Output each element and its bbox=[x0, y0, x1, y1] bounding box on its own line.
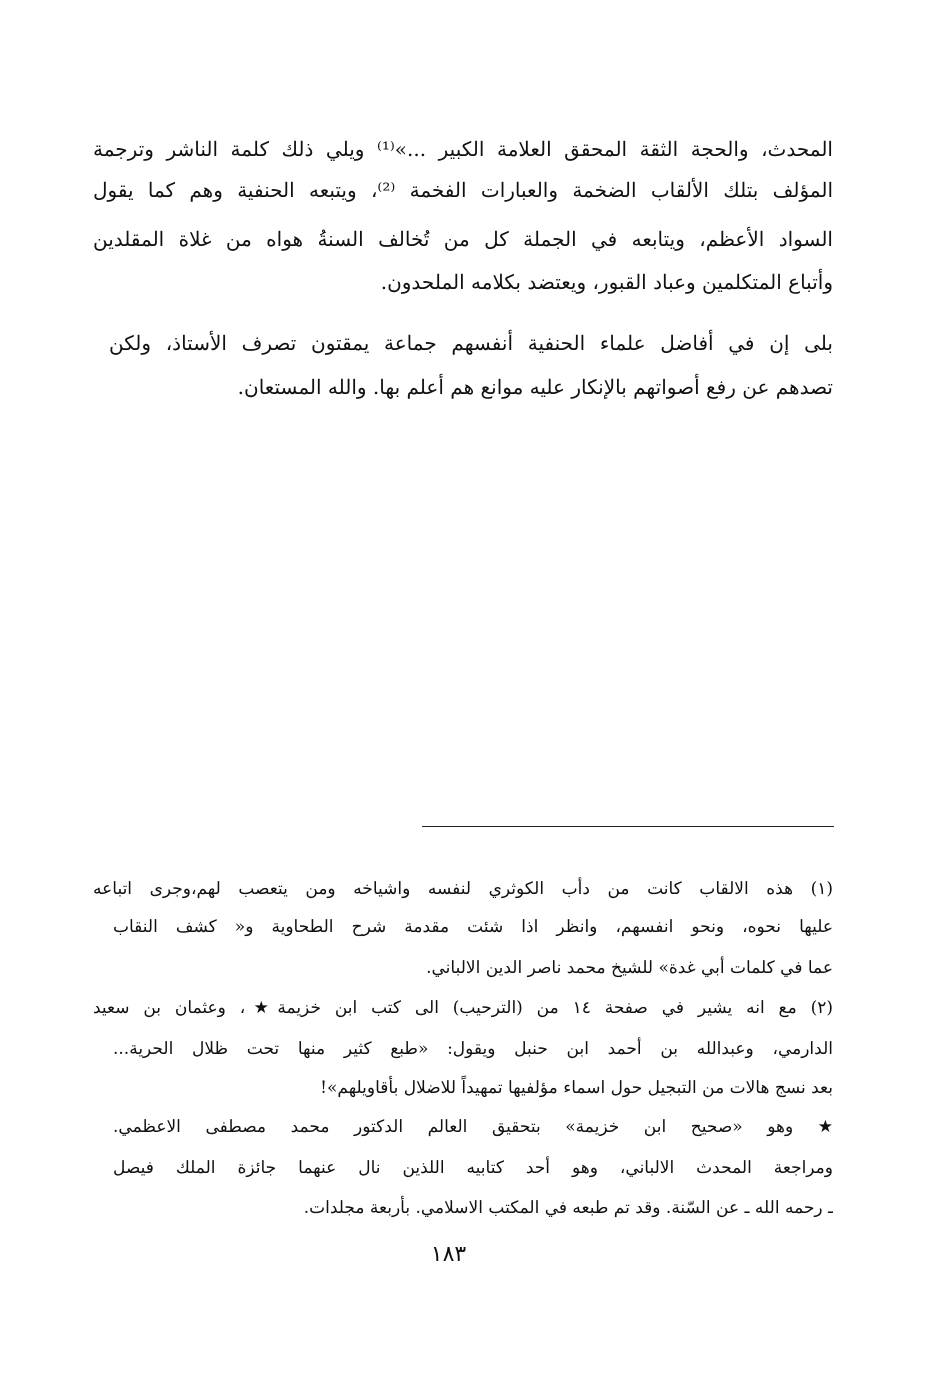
footnote-separator bbox=[422, 826, 834, 827]
footnote-2-line-2: الدارمي، وعبدالله بن أحمد ابن حنبل ويقول: «طبع كثير منها تحت ظلال الحرية... bbox=[113, 1039, 833, 1059]
footnote-2-line-3: بعد نسج هالات من التبجيل حول اسماء مؤلفيها تمهيداً للاضلال بأقاويلهم»! bbox=[320, 1078, 833, 1098]
footnote-2-line-5: ومراجعة المحدث الالباني، وهو أحد كتابيه اللذين نال عنهما جائزة الملك فيصل bbox=[113, 1158, 833, 1178]
paragraph-1-line-1: المحدث، والحجة الثقة المحقق العلامة الكبير ...»⁽¹⁾ ويلي ذلك كلمة الناشر وترجمة bbox=[93, 137, 833, 161]
page-number: ١٨٣ bbox=[430, 1242, 467, 1267]
footnote-2-line-1: (٢) مع انه يشير في صفحة ١٤ من (الترحيب) الى كتب ابن خزيمة★، وعثمان بن سعيد bbox=[93, 998, 833, 1018]
footnote-1-line-2: عليها نحوه، ونحو انفسهم، وانظر اذا شئت مقدمة شرح الطحاوية و« كشف النقاب bbox=[113, 917, 833, 937]
paragraph-2-line-2: تصدهم عن رفع أصواتهم بالإنكار عليه موانع هم أعلم بها. والله المستعان. bbox=[237, 375, 833, 399]
paragraph-1-line-2: المؤلف بتلك الألقاب الضخمة والعبارات الفخمة ⁽²⁾، ويتبعه الحنفية وهم كما يقول bbox=[93, 178, 833, 202]
paragraph-1-line-3: السواد الأعظم، ويتابعه في الجملة كل من تُخالف السنةُ هواه من غلاة المقلدين bbox=[93, 227, 833, 251]
footnote-1-line-3: عما في كلمات أبي غدة» للشيخ محمد ناصر الدين الالباني. bbox=[426, 958, 833, 978]
footnote-2-line-4: ★ وهو «صحيح ابن خزيمة» بتحقيق العالم الدكتور محمد مصطفى الاعظمي. bbox=[113, 1117, 833, 1137]
footnote-1-line-1: (١) هذه الالقاب كانت من دأب الكوثري لنفسه واشياخه ومن يتعصب لهم،وجرى اتباعه bbox=[93, 879, 833, 899]
footnote-2-line-6: ـ رحمه الله ـ عن السّنة. وقد تم طبعه في المكتب الاسلامي. بأربعة مجلدات. bbox=[303, 1198, 833, 1218]
paragraph-1-line-4: وأتباع المتكلمين وعباد القبور، ويعتضد بكلامه الملحدون. bbox=[380, 270, 833, 294]
paragraph-2-line-1: بلى إن في أفاضل علماء الحنفية أنفسهم جماعة يمقتون تصرف الأستاذ، ولكن bbox=[109, 331, 833, 355]
